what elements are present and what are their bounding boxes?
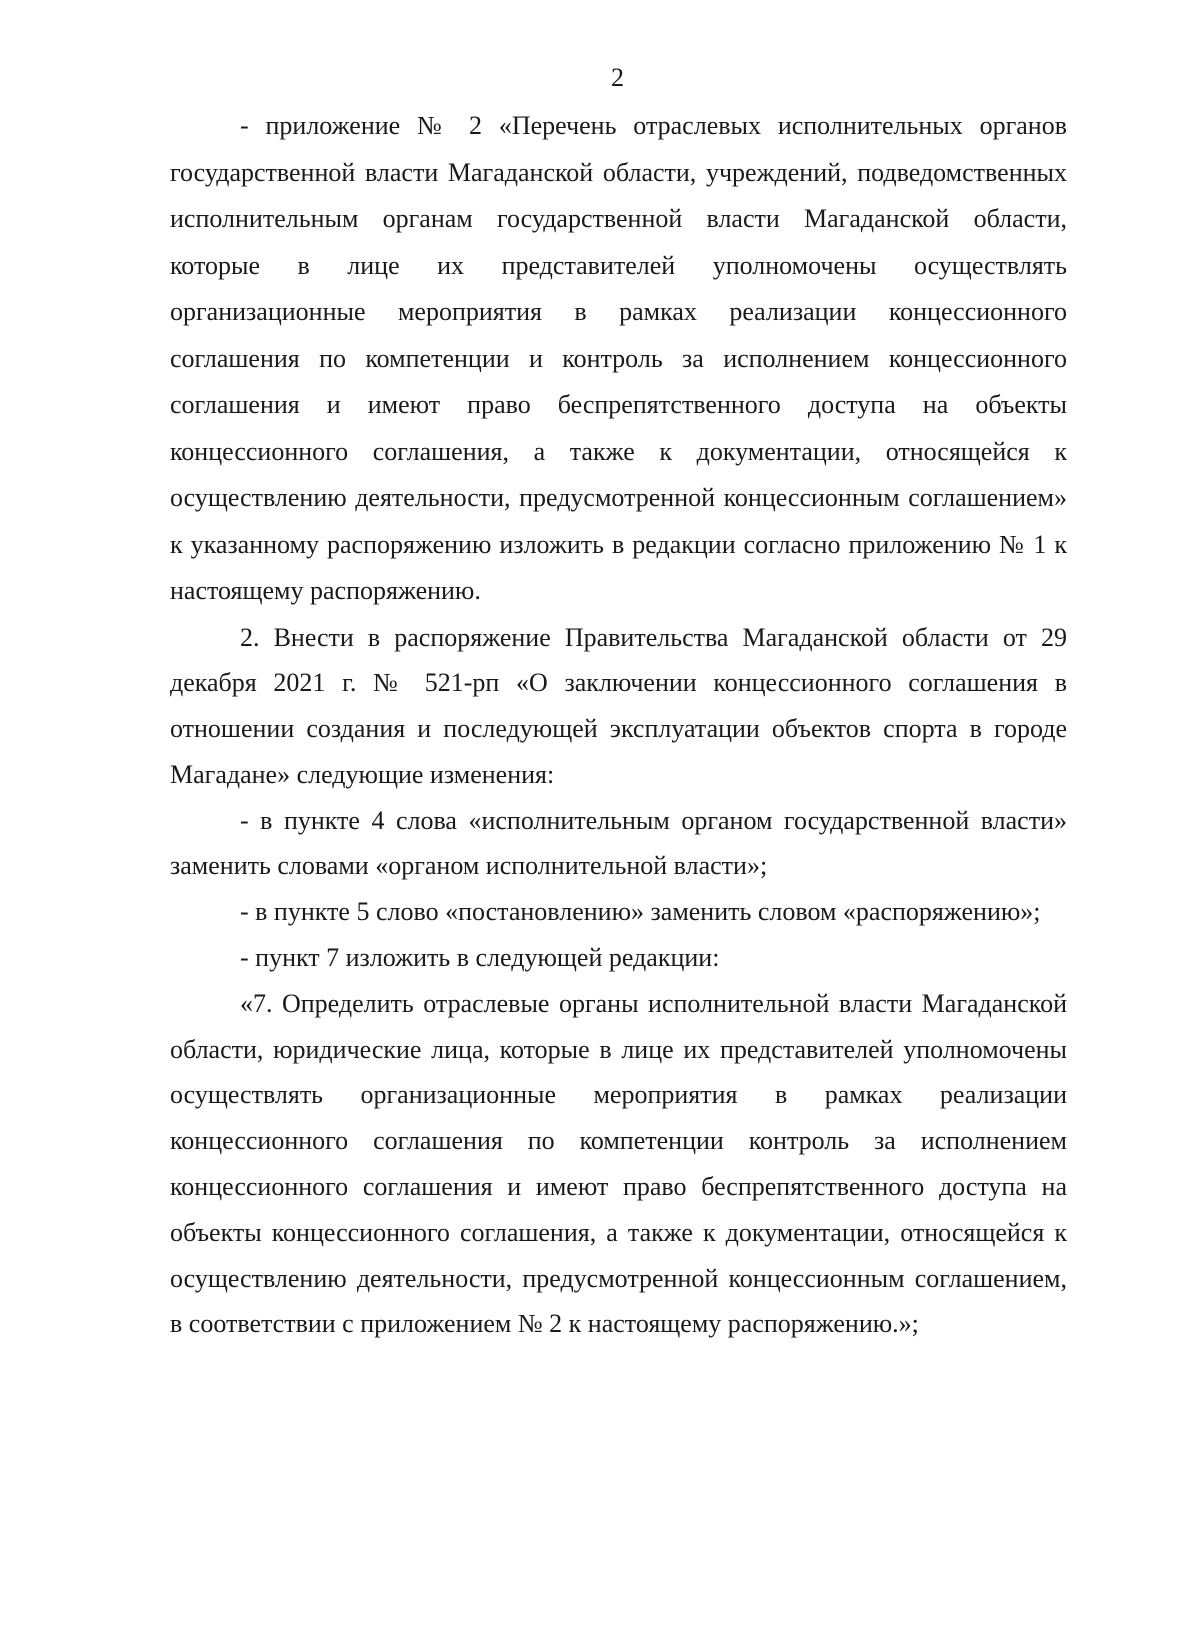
document-body [170,103,1067,1347]
paragraph-item-4-change: - в пункте 4 слова «исполнительным органом государственной власти» заменить словами «органом исполнительной власти»; [170,805,1067,881]
paragraph-appendix-2-amendment: - приложение № 2 «Перечень отраслевых исполнительных органов государственной власти Магаданской области, учреждений, подведомственных исполнительным органам государственной власти Магаданской области, которые в лице их представителей уполномочены осуществлять организационные мероприятия в рамках реализации концессионного соглашения по компетенции и контроль за исполнением концессионного соглашения и имеют право беспрепятственного доступа на объекты концессионного соглашения, а также к документации, относящейся к осуществлению деятельности, предусмотренной концессионным соглашением» к указанному распоряжению изложить в редакции согласно приложению № 1 к настоящему распоряжению. [170,111,1067,605]
page-number: 2 [611,63,624,92]
paragraph-item-7-intro: - пункт 7 изложить в следующей редакции: [240,943,720,973]
paragraph-item-2: 2. Внести в распоряжение Правительства Магаданской области от 29 декабря 2021 г. № 521-рп «О заключении концессионного соглашения в отношении создания и последующей эксплуатации объектов спорта в городе Магадане» следующие изменения: [170,622,1067,789]
paragraph-item-7-text: «7. Определить отраслевые органы исполнительной власти Магаданской области, юридические лица, которые в лице их представителей уполномочены осуществлять организационные мероприятия в рамках реализации концессионного соглашения по компетенции контроль за исполнением концессионного соглашения и имеют право беспрепятственного доступа на объекты концессионного соглашения, а также к документации, относящейся к осуществлению деятельности, предусмотренной концессионным соглашением, в соответствии с приложением № 2 к настоящему распоряжению.»; [170,988,1067,1339]
paragraph-item-5-change: - в пункте 5 слово «постановлению» заменить словом «распоряжению»; [240,897,1041,927]
